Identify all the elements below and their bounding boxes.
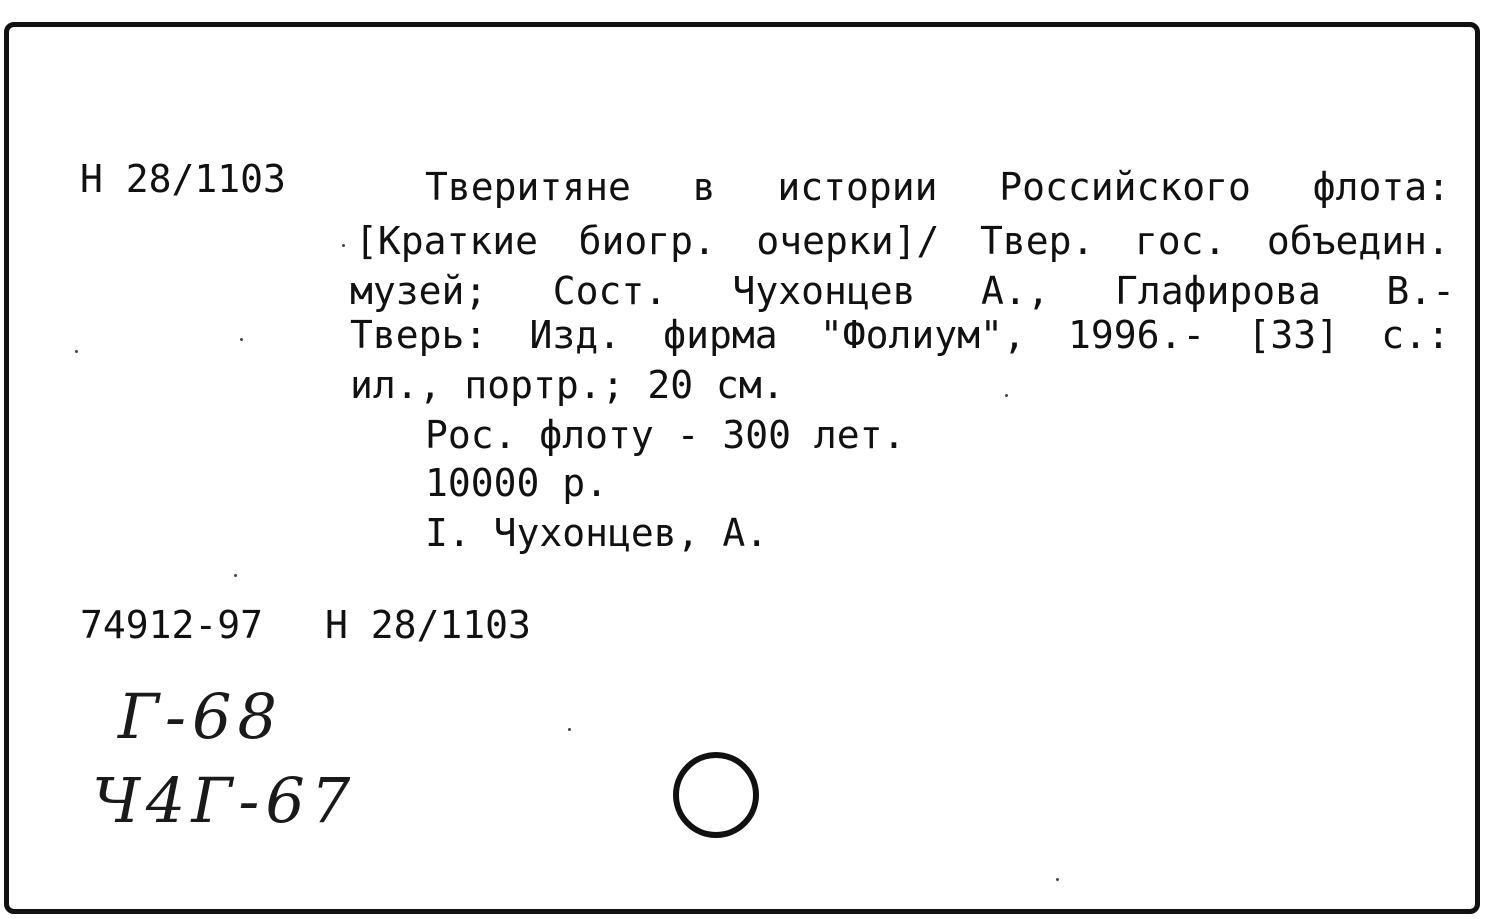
entry-word: [Краткие bbox=[355, 219, 539, 263]
entry-word: Сост. bbox=[552, 269, 668, 313]
entry-word: очерки]/ bbox=[756, 219, 940, 263]
call-number-top: Н 28/1103 bbox=[80, 157, 286, 201]
entry-word: А., bbox=[980, 269, 1050, 313]
scan-speck bbox=[1005, 394, 1008, 397]
entry-line-2 bbox=[355, 219, 1450, 263]
scan-speck bbox=[75, 350, 78, 353]
entry-word: флота: bbox=[1312, 165, 1450, 209]
entry-word: Изд. bbox=[529, 313, 622, 357]
entry-line-1 bbox=[425, 165, 1450, 209]
added-entry-note: I. Чухонцев, А. bbox=[425, 511, 769, 555]
entry-word: гос. bbox=[1134, 219, 1227, 263]
entry-word: Тверь: bbox=[350, 313, 488, 357]
entry-word: Чухонцев bbox=[732, 269, 916, 313]
handwritten-mark-1: Г-68 bbox=[118, 680, 283, 753]
handwritten-mark-2: Ч4Г-67 bbox=[92, 764, 357, 837]
entry-word: фирма bbox=[663, 313, 778, 357]
entry-word: Твер. bbox=[979, 219, 1095, 263]
entry-word: Тверитяне bbox=[425, 165, 631, 209]
scan-speck bbox=[240, 338, 243, 341]
entry-word: истории bbox=[777, 165, 938, 209]
entry-word: объедин. bbox=[1266, 219, 1450, 263]
entry-word: в bbox=[692, 165, 716, 209]
scan-speck bbox=[234, 574, 237, 577]
scan-speck bbox=[568, 728, 571, 731]
scan-speck bbox=[342, 244, 345, 247]
entry-word: [33] bbox=[1247, 313, 1340, 357]
entry-word: с.: bbox=[1381, 313, 1450, 357]
series-note: Рос. флоту - 300 лет. bbox=[425, 413, 906, 457]
entry-word: Российского bbox=[999, 165, 1251, 209]
entry-line-4 bbox=[350, 313, 1450, 357]
punch-hole bbox=[673, 752, 759, 838]
call-number-bottom: Н 28/1103 bbox=[325, 603, 531, 647]
entry-word: биогр. bbox=[578, 219, 716, 263]
scan-speck bbox=[1056, 878, 1059, 881]
inventory-number: 74912-97 bbox=[80, 603, 264, 647]
entry-word: Глафирова bbox=[1115, 269, 1321, 313]
entry-line-3 bbox=[350, 269, 1455, 313]
entry-last-line: ил., портр.; 20 см. bbox=[350, 363, 785, 407]
entry-word: 1996.- bbox=[1068, 313, 1206, 357]
entry-word: В.- bbox=[1386, 269, 1455, 313]
price-note: 10000 р. bbox=[425, 461, 609, 505]
entry-word: "Фолиум", bbox=[819, 313, 1026, 357]
entry-word: музей; bbox=[350, 269, 488, 313]
